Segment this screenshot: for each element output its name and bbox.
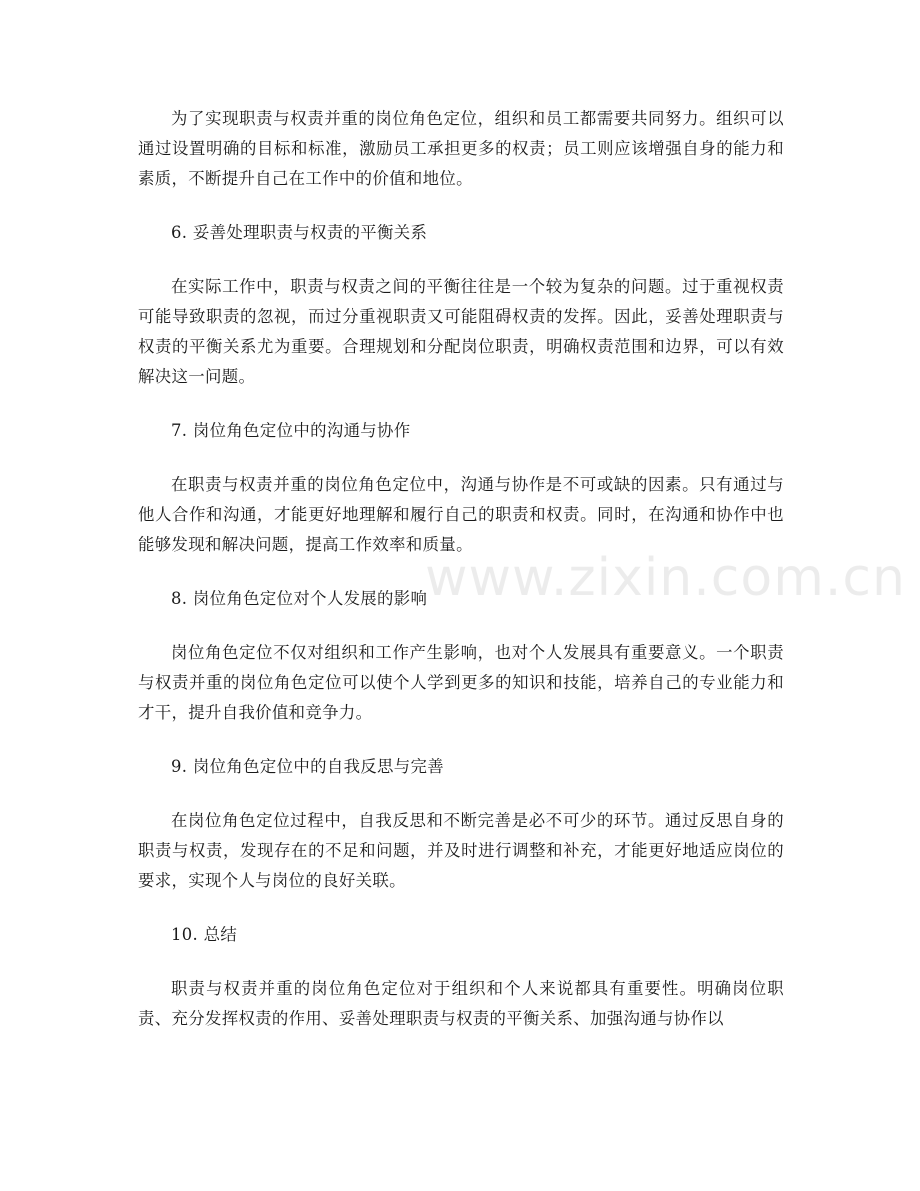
heading-section-6: 6. 妥善处理职责与权责的平衡关系 (171, 223, 428, 242)
paragraph-section-6: 在实际工作中，职责与权责之间的平衡往往是一个较为复杂的问题。过于重视权责可能导致职责的忽视，而过分重视职责又可能阻碍权责的发挥。因此，妥善处理职责与权责的平衡关系尤为重要。合理规划和分配岗位职责，明确权责范围和边界，可以有效解决这一问题。 (138, 277, 784, 386)
heading-section-7: 7. 岗位角色定位中的沟通与协作 (171, 421, 411, 440)
heading-section-10: 10. 总结 (171, 925, 238, 944)
watermark-text: www.zixin.com.cn (425, 548, 906, 608)
heading-section-8: 8. 岗位角色定位对个人发展的影响 (171, 589, 428, 608)
paragraph-section-9: 在岗位角色定位过程中，自我反思和不断完善是必不可少的环节。通过反思自身的职责与权责，发现存在的不足和问题，并及时进行调整和补充，才能更好地适应岗位的要求，实现个人与岗位的良好关联。 (138, 811, 784, 890)
paragraph-section-8: 岗位角色定位不仅对组织和工作产生影响，也对个人发展具有重要意义。一个职责与权责并重的岗位角色定位可以使个人学到更多的知识和技能，培养自己的专业能力和才干，提升自我价值和竞争力。 (138, 643, 784, 722)
paragraph-intro: 为了实现职责与权责并重的岗位角色定位，组织和员工都需要共同努力。组织可以通过设置明确的目标和标准，激励员工承担更多的权责；员工则应该增强自身的能力和素质，不断提升自己在工作中的价值和地位。 (138, 109, 784, 188)
paragraph-section-7: 在职责与权责并重的岗位角色定位中，沟通与协作是不可或缺的因素。只有通过与他人合作和沟通，才能更好地理解和履行自己的职责和权责。同时，在沟通和协作中也能够发现和解决问题，提高工作效率和质量。 (138, 475, 784, 554)
document-page (138, 104, 784, 1034)
paragraph-summary: 职责与权责并重的岗位角色定位对于组织和个人来说都具有重要性。明确岗位职责、充分发挥权责的作用、妥善处理职责与权责的平衡关系、加强沟通与协作以 (138, 979, 784, 1028)
heading-section-9: 9. 岗位角色定位中的自我反思与完善 (171, 757, 445, 776)
